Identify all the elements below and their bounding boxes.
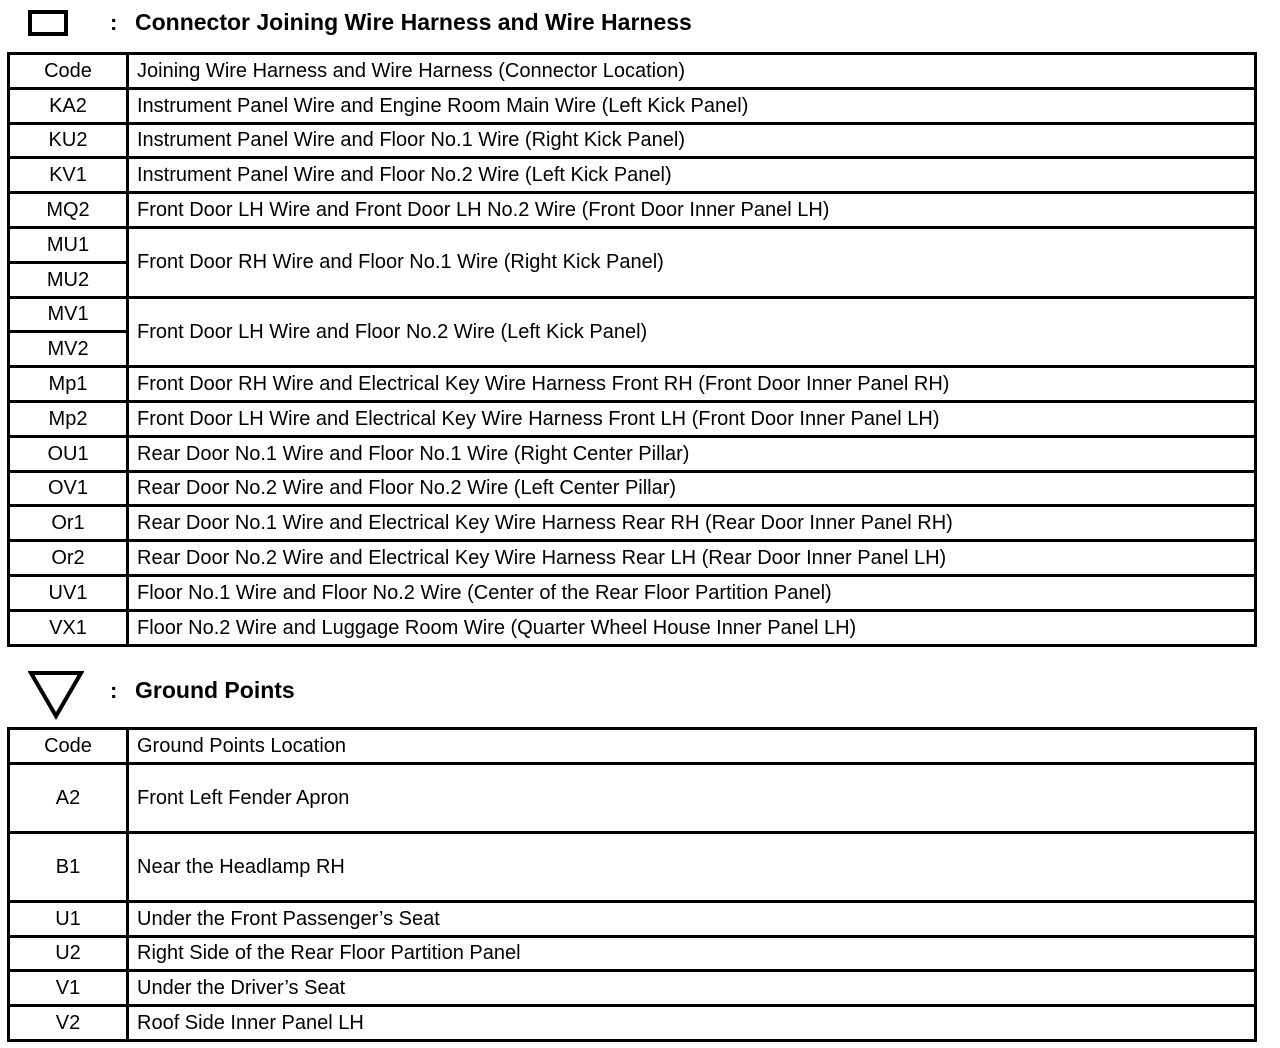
connector-row bbox=[9, 471, 1256, 506]
connector-code-cell: KV1 bbox=[9, 158, 128, 193]
connector-location-cell: Front Door LH Wire and Front Door LH No.2 Wire (Front Door Inner Panel LH) bbox=[128, 193, 1256, 228]
connector-location-cell: Rear Door No.1 Wire and Electrical Key Wire Harness Rear RH (Rear Door Inner Panel RH) bbox=[128, 506, 1256, 541]
connector-code-cell: MQ2 bbox=[9, 193, 128, 228]
connector-location-cell: Instrument Panel Wire and Engine Room Main Wire (Left Kick Panel) bbox=[128, 88, 1256, 123]
connector-code-cell: Or1 bbox=[9, 506, 128, 541]
connector-code-cell: Mp2 bbox=[9, 401, 128, 436]
ground-code-cell: V1 bbox=[9, 971, 128, 1006]
ground-location-cell: Under the Front Passenger’s Seat bbox=[128, 901, 1256, 936]
connector-row bbox=[9, 575, 1256, 610]
ground-code-cell: V2 bbox=[9, 1006, 128, 1041]
ground-row bbox=[9, 763, 1256, 832]
connector-code-cell: OV1 bbox=[9, 471, 128, 506]
ground-colon: : bbox=[110, 678, 118, 703]
ground-code-cell: A2 bbox=[9, 763, 128, 832]
connector-code-cell: Mp1 bbox=[9, 367, 128, 402]
ground-table bbox=[7, 727, 1257, 1042]
connector-location-cell: Rear Door No.1 Wire and Floor No.1 Wire (Right Center Pillar) bbox=[128, 436, 1256, 471]
ground-code-cell: U1 bbox=[9, 901, 128, 936]
ground-section-title: Ground Points bbox=[135, 677, 295, 703]
connector-code-cell: MV2 bbox=[9, 332, 128, 367]
connector-code-cell: UV1 bbox=[9, 575, 128, 610]
connector-location-cell: Rear Door No.2 Wire and Floor No.2 Wire (Left Center Pillar) bbox=[128, 471, 1256, 506]
connector-location-cell: Front Door RH Wire and Electrical Key Wire Harness Front RH (Front Door Inner Panel RH) bbox=[128, 367, 1256, 402]
connector-row bbox=[9, 436, 1256, 471]
connector-code-cell: MU2 bbox=[9, 262, 128, 297]
ground-triangle-icon bbox=[28, 670, 84, 720]
ground-row bbox=[9, 971, 1256, 1006]
connector-row bbox=[9, 88, 1256, 123]
connector-row bbox=[9, 506, 1256, 541]
connector-location-cell: Instrument Panel Wire and Floor No.1 Wire (Right Kick Panel) bbox=[128, 123, 1256, 158]
connector-colon: : bbox=[110, 10, 118, 35]
connector-location-cell: Front Door LH Wire and Electrical Key Wire Harness Front LH (Front Door Inner Panel LH) bbox=[128, 401, 1256, 436]
ground-header-location: Ground Points Location bbox=[128, 729, 1256, 764]
connector-code-cell: KU2 bbox=[9, 123, 128, 158]
ground-row bbox=[9, 832, 1256, 901]
connector-row bbox=[9, 401, 1256, 436]
connector-row bbox=[9, 227, 1256, 262]
connector-code-cell: VX1 bbox=[9, 610, 128, 645]
ground-location-cell: Under the Driver’s Seat bbox=[128, 971, 1256, 1006]
connector-code-cell: MV1 bbox=[9, 297, 128, 332]
connector-section-title: Connector Joining Wire Harness and Wire Harness bbox=[135, 9, 692, 35]
ground-header-code: Code bbox=[9, 729, 128, 764]
ground-row bbox=[9, 901, 1256, 936]
ground-row bbox=[9, 936, 1256, 971]
connector-location-cell: Floor No.2 Wire and Luggage Room Wire (Quarter Wheel House Inner Panel LH) bbox=[128, 610, 1256, 645]
connector-row bbox=[9, 123, 1256, 158]
connector-code-cell: MU1 bbox=[9, 227, 128, 262]
ground-code-cell: U2 bbox=[9, 936, 128, 971]
connector-header-code: Code bbox=[9, 54, 128, 89]
ground-location-cell: Near the Headlamp RH bbox=[128, 832, 1256, 901]
connector-code-cell: OU1 bbox=[9, 436, 128, 471]
connector-location-cell: Front Door LH Wire and Floor No.2 Wire (Left Kick Panel) bbox=[128, 297, 1256, 367]
connector-row bbox=[9, 297, 1256, 332]
connector-location-cell: Instrument Panel Wire and Floor No.2 Wire (Left Kick Panel) bbox=[128, 158, 1256, 193]
connector-header-location: Joining Wire Harness and Wire Harness (Connector Location) bbox=[128, 54, 1256, 89]
connector-row bbox=[9, 367, 1256, 402]
ground-location-cell: Front Left Fender Apron bbox=[128, 763, 1256, 832]
connector-row bbox=[9, 193, 1256, 228]
connector-table bbox=[7, 52, 1257, 647]
ground-header-row bbox=[9, 729, 1256, 764]
connector-square-icon bbox=[28, 10, 68, 36]
connector-location-cell: Rear Door No.2 Wire and Electrical Key Wire Harness Rear LH (Rear Door Inner Panel LH) bbox=[128, 541, 1256, 576]
ground-row bbox=[9, 1006, 1256, 1041]
connector-code-cell: Or2 bbox=[9, 541, 128, 576]
connector-row bbox=[9, 541, 1256, 576]
ground-location-cell: Roof Side Inner Panel LH bbox=[128, 1006, 1256, 1041]
connector-row bbox=[9, 610, 1256, 645]
ground-code-cell: B1 bbox=[9, 832, 128, 901]
ground-location-cell: Right Side of the Rear Floor Partition Panel bbox=[128, 936, 1256, 971]
connector-code-cell: KA2 bbox=[9, 88, 128, 123]
connector-row bbox=[9, 158, 1256, 193]
connector-location-cell: Floor No.1 Wire and Floor No.2 Wire (Center of the Rear Floor Partition Panel) bbox=[128, 575, 1256, 610]
connector-header-row bbox=[9, 54, 1256, 89]
connector-location-cell: Front Door RH Wire and Floor No.1 Wire (Right Kick Panel) bbox=[128, 227, 1256, 297]
